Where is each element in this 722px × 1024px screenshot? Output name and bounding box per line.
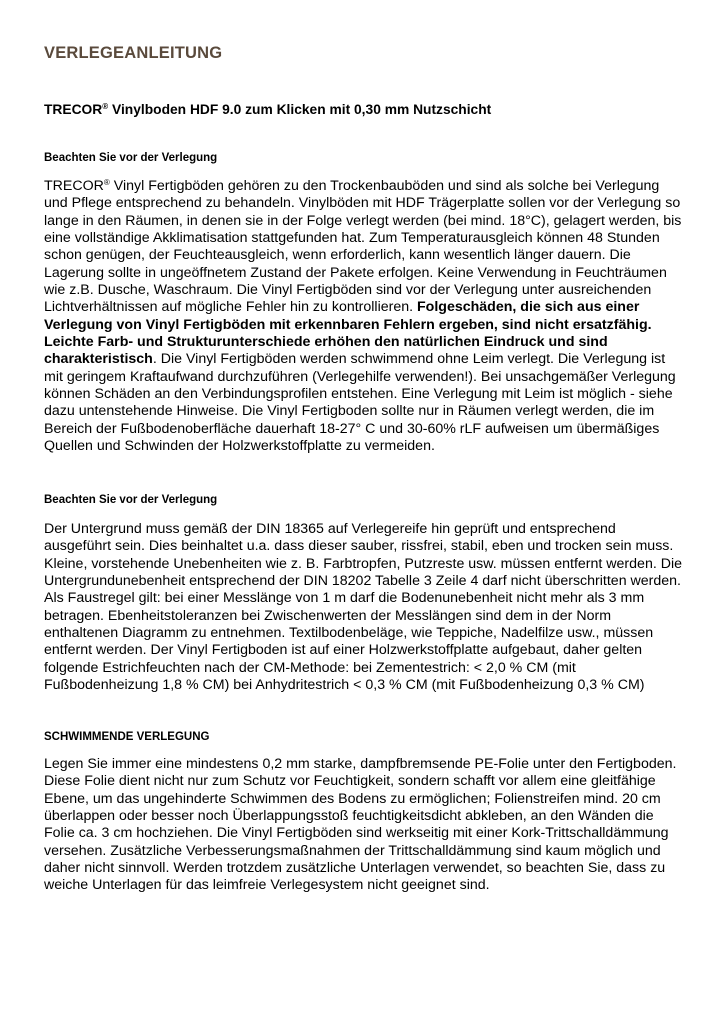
paragraph-text-part-b: . Die Vinyl Fertigböden werden schwimmend ohne Leim verlegt. Die Verlegung ist mit geringem Kraftaufwand durchzuführen (Verlegehilfe verwenden!). Bei unsachgemäßer Verlegung können Schäden an den Verbindungsprofilen entstehen. Eine Verlegung mit Leim ist möglich - siehe dazu untenstehende Hinweise. Die Vinyl Fertigboden sollte nur in Räumen verlegt werden, die im Bereich der Fußbodenoberfläche dauerhaft 18-27° C und 30-60% rLF aufweisen um übermäßiges Quellen und Schwinden der Holzwerkstoffplatte zu vermeiden. [44,351,676,455]
document-title: VERLEGEANLEITUNG [44,44,223,62]
paragraph-text-part-a: Vinyl Fertigböden gehören zu den Trockenbauböden und sind als solche bei Verlegung und Pflege entsprechend zu behandeln. Vinylböden mit HDF Trägerplatte sollen vor der Verlegung so lange in den Räumen, in denen sie in der Folge verlegt werden (bei mind. 18°C), gelagert werden, bis eine vollständige Akklimatisation stattgefunden hat. Zum Temperaturausgleich können 48 Stunden schon genügen, der Feuchteausgleich, wenn erforderlich, kann wesentlich länger dauern. Die Lagerung sollte in ungeöffnetem Zustand der Pakete erfolgen. Keine Verwendung in Feuchträumen wie z.B. Dusche, Waschraum. Die Vinyl Fertigböden sind vor der Verlegung unter ausreichenden Lichtverhältnissen auf mögliche Fehler hin zu kontrollieren. [44,178,682,316]
document-subtitle [44,102,491,117]
paragraph-registered-mark: ® [103,178,110,187]
paragraph-text-bold: Folgeschäden, die sich aus einer Verlegung von Vinyl Fertigböden mit erkennbaren Fehlern ergeben, sind nicht ersatzfähig. Leichte Farb- und Strukturunterschiede erhöhen den natürlichen Eindruck und sind charakteristisch [44,299,652,368]
section-paragraph-floating-installation: Legen Sie immer eine mindestens 0,2 mm starke, dampfbremsende PE-Folie unter den Fertigboden. Diese Folie dient nicht nur zum Schutz vor Feuchtigkeit, sondern schafft vor allem eine gleitfähige Ebene, um das ungehinderte Schwimmen des Bodens zu ermöglichen; Folienstreifen mind. 20 cm überlappen oder besser noch Überlappungsstoß feuchtigkeitsdicht abkleben, an den Wänden die Folie ca. 3 cm hochziehen. Die Vinyl Fertigböden sind werkseitig mit einer Kork-Trittschalldämmung versehen. Zusätzliche Verbesserungsmaßnahmen der Trittschalldämmung sind kaum möglich und daher nicht sinnvoll. Werden trotzdem zusätzliche Unterlagen verwendet, so beachten Sie, dass zu weiche Unterlagen für das leimfreie Verlegesystem nicht geeignet sind. [44,756,677,894]
subtitle-brand: TRECOR [44,102,103,117]
paragraph-brand: TRECOR [44,178,104,194]
subtitle-registered-mark: ® [102,102,109,111]
section-paragraph-before-installation [44,178,684,456]
subtitle-text: Vinylboden HDF 9.0 zum Klicken mit 0,30 mm Nutzschicht [108,102,492,117]
section-heading-before-installation: Beachten Sie vor der Verlegung [44,152,218,164]
section-heading-subfloor: Beachten Sie vor der Verlegung [44,494,218,506]
section-heading-floating-installation: SCHWIMMENDE VERLEGUNG [44,731,210,743]
section-paragraph-subfloor: Der Untergrund muss gemäß der DIN 18365 auf Verlegereife hin geprüft und entsprechend ausgeführt sein. Dies beinhaltet u.a. dass dieser sauber, rissfrei, stabil, eben und trocken sein muss. Kleine, vorstehende Unebenheiten wie z. B. Farbtropfen, Putzreste usw. müssen entfernt werden. Die Untergrundunebenheit entsprechend der DIN 18202 Tabelle 3 Zeile 4 darf nicht überschritten werden. Als Faustregel gilt: bei einer Messlänge von 1 m darf die Bodenunebenheit nicht mehr als 3 mm betragen. Ebenheitstoleranzen bei Zwischenwerten der Messlängen sind dem in der Norm enthaltenen Diagramm zu entnehmen. Textilbodenbeläge, wie Teppiche, Nadelfilze usw., müssen entfernt werden. Der Vinyl Fertigboden ist auf einer Holzwerkstoffplatte aufgebaut, daher gelten folgende Estrichfeuchten nach der CM-Methode: bei Zementestrich: < 2,0 % CM (mit Fußbodenheizung 1,8 % CM) bei Anhydritestrich < 0,3 % CM (mit Fußbodenheizung 0,3 % CM) [44,521,683,694]
